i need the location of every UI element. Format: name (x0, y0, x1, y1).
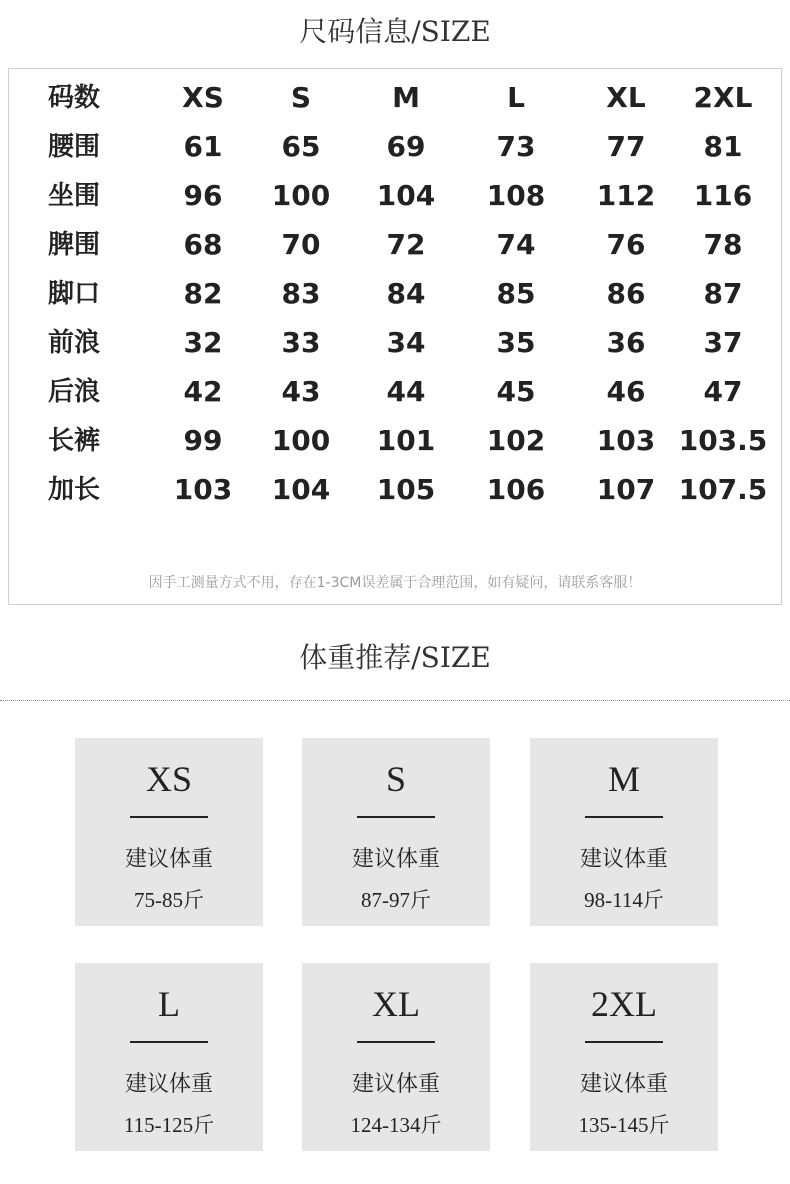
table-cell: 36 (606, 326, 646, 359)
size-info-title: 尺码信息/SIZE (299, 15, 491, 48)
row-label: 加长 (48, 475, 101, 505)
card-weight-label: 建议体重 (124, 1072, 213, 1097)
table-row (0, 323, 790, 363)
row-label: 码数 (48, 83, 101, 113)
table-cell: 85 (496, 277, 536, 310)
table-cell: 78 (703, 228, 743, 261)
table-row (0, 470, 790, 510)
card-weight-label: 建议体重 (124, 847, 213, 872)
card-weight-range: 115-125斤 (123, 1113, 215, 1137)
table-cell: 37 (703, 326, 743, 359)
weight-recommendation-title: 体重推荐/SIZE (299, 641, 491, 674)
table-cell: 102 (486, 424, 546, 457)
table-cell: 100 (271, 424, 331, 457)
row-label: 腰围 (48, 132, 101, 162)
weight-card (75, 738, 263, 926)
table-row (0, 372, 790, 412)
table-row (0, 78, 790, 118)
size-header-cell: 2XL (693, 81, 753, 114)
table-cell: 70 (281, 228, 321, 261)
table-cell: 105 (376, 473, 436, 506)
card-weight-label: 建议体重 (351, 1072, 440, 1097)
table-row (0, 225, 790, 265)
weight-card (530, 738, 718, 926)
table-cell: 104 (376, 179, 436, 212)
card-size-label: XL (372, 984, 420, 1024)
table-cell: 101 (376, 424, 436, 457)
card-size-label: S (385, 759, 407, 799)
table-cell: 83 (281, 277, 321, 310)
size-header-cell: L (507, 81, 525, 114)
row-label: 脾围 (48, 230, 101, 260)
table-row (0, 274, 790, 314)
table-cell: 84 (386, 277, 426, 310)
size-header-cell: XL (606, 81, 646, 114)
table-cell: 77 (606, 130, 646, 163)
table-cell: 87 (703, 277, 743, 310)
card-weight-range: 135-145斤 (578, 1113, 670, 1137)
table-cell: 65 (281, 130, 321, 163)
table-cell: 45 (496, 375, 536, 408)
table-cell: 32 (183, 326, 223, 359)
table-cell: 43 (281, 375, 321, 408)
card-size-label: XS (145, 759, 193, 799)
weight-card (302, 963, 490, 1151)
table-cell: 96 (183, 179, 223, 212)
table-cell: 72 (386, 228, 426, 261)
table-cell: 100 (271, 179, 331, 212)
row-label: 长裤 (48, 426, 101, 456)
table-cell: 82 (183, 277, 223, 310)
card-size-label: 2XL (591, 984, 657, 1024)
table-cell: 104 (271, 473, 331, 506)
table-cell: 44 (386, 375, 426, 408)
weight-card (302, 738, 490, 926)
row-label: 坐围 (48, 181, 101, 211)
table-cell: 46 (606, 375, 646, 408)
card-weight-range: 98-114斤 (584, 888, 664, 912)
measurement-note: 因手工测量方式不用，存在1-3CM误差属于合理范围，如有疑问，请联系客服！ (148, 575, 642, 591)
table-cell: 103 (596, 424, 656, 457)
table-cell: 99 (183, 424, 223, 457)
card-weight-label: 建议体重 (579, 847, 668, 872)
size-header-cell: S (290, 81, 312, 114)
table-cell: 61 (183, 130, 223, 163)
card-size-label: L (158, 984, 180, 1024)
card-weight-range: 124-134斤 (350, 1113, 442, 1137)
card-size-label: M (607, 759, 640, 799)
table-cell: 34 (386, 326, 426, 359)
card-weight-range: 87-97斤 (361, 888, 431, 912)
table-row (0, 421, 790, 461)
card-divider (357, 816, 435, 818)
table-cell: 103.5 (678, 424, 768, 457)
table-cell: 86 (606, 277, 646, 310)
card-weight-range: 75-85斤 (134, 888, 204, 912)
card-divider (585, 816, 663, 818)
table-cell: 106 (486, 473, 546, 506)
table-row (0, 127, 790, 167)
table-row (0, 176, 790, 216)
card-divider (357, 1041, 435, 1043)
table-cell: 107.5 (678, 473, 768, 506)
card-divider (585, 1041, 663, 1043)
table-cell: 108 (486, 179, 546, 212)
card-divider (130, 816, 208, 818)
weight-card (530, 963, 718, 1151)
table-cell: 73 (496, 130, 536, 163)
table-cell: 112 (596, 179, 656, 212)
card-weight-label: 建议体重 (351, 847, 440, 872)
table-cell: 76 (606, 228, 646, 261)
row-label: 后浪 (48, 377, 101, 407)
table-cell: 47 (703, 375, 743, 408)
card-weight-label: 建议体重 (579, 1072, 668, 1097)
size-header-cell: M (392, 81, 420, 114)
row-label: 前浪 (48, 328, 101, 358)
table-cell: 33 (281, 326, 321, 359)
table-cell: 103 (173, 473, 233, 506)
size-header-cell: XS (182, 81, 224, 114)
table-cell: 68 (183, 228, 223, 261)
row-label: 脚口 (48, 279, 101, 309)
section-divider (0, 700, 790, 701)
table-cell: 74 (496, 228, 536, 261)
table-cell: 69 (386, 130, 426, 163)
weight-card (75, 963, 263, 1151)
table-cell: 81 (703, 130, 743, 163)
table-cell: 35 (496, 326, 536, 359)
card-divider (130, 1041, 208, 1043)
table-cell: 116 (693, 179, 753, 212)
table-cell: 107 (596, 473, 656, 506)
table-cell: 42 (183, 375, 223, 408)
